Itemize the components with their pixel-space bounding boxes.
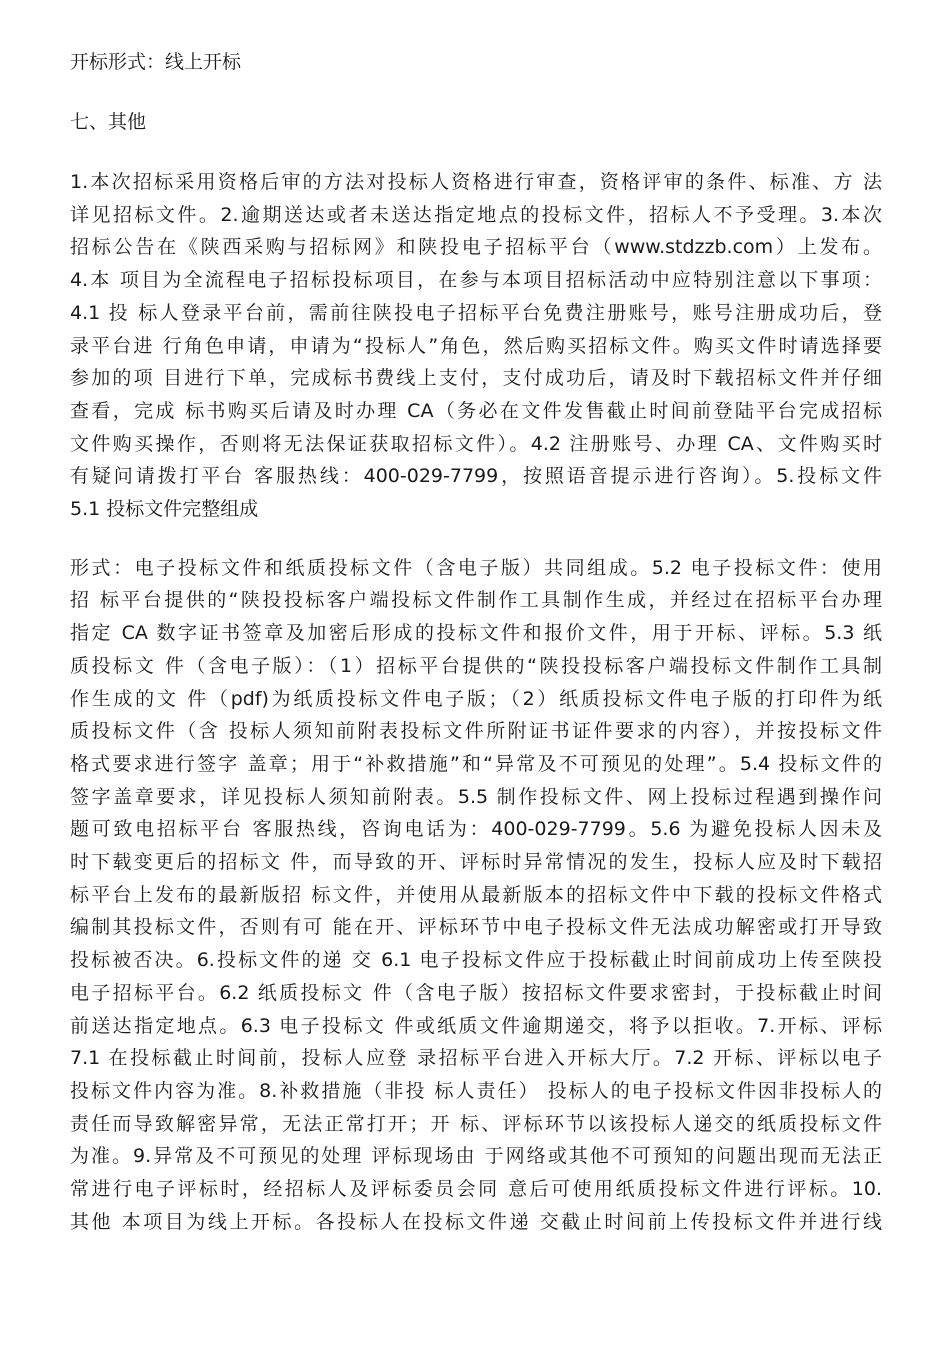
text-line: 查看，完成 标书购买后请及时办理 CA（务必在文件发售截止时间前登陆平台完成招标 xyxy=(70,399,882,422)
text-line: 投标被否决。6.投标文件的递 交 6.1 电子投标文件应于投标截止时间前成功上传至陕投 xyxy=(70,949,882,972)
text-line: 1.本次招标采用资格后审的方法对投标人资格进行审查，资格评审的条件、标准、方 法 xyxy=(70,171,882,193)
section-title: 七、其他 xyxy=(70,111,147,133)
text-line: 录平台进 行角色申请，申请为“投标人”角色，然后购买招标文件。购买文件时请选择要 xyxy=(70,334,882,357)
text-line: 4.1 投 标人登录平台前，需前往陕投电子招标平台免费注册账号，账号注册成功后，登 xyxy=(70,301,882,324)
text-line: 文件购买操作，否则将无法保证获取招标文件）。4.2 注册账号、办理 CA、文件购买时 xyxy=(70,432,882,455)
paragraph-other-terms-1 xyxy=(70,166,882,526)
text-line: 招 标平台提供的“陕投投标客户端投标文件制作工具制作生成，并经过在招标平台办理 xyxy=(70,589,882,612)
text-line: 作生成的文 件（pdf)为纸质投标文件电子版；（2）纸质投标文件电子版的打印件为纸 xyxy=(70,687,882,710)
text-line: 招标公告在《陕西采购与招标网》和陕投电子招标平台（www.stdzzb.com）上发布。 xyxy=(70,236,882,259)
text-line: 投标文件内容为准。8.补救措施（非投 标人责任） 投标人的电子投标文件因非投标人的 xyxy=(70,1079,882,1102)
text-line: 参加的项 目进行下单，完成标书费线上支付，支付成功后，请及时下载招标文件并仔细 xyxy=(70,367,882,390)
text-line: 常进行电子评标时，经招标人及评标委员会同 意后可使用纸质投标文件进行评标。10. xyxy=(70,1178,882,1201)
text-line: 标平台上发布的最新版招 标文件，并使用从最新版本的招标文件中下载的投标文件格式 xyxy=(70,883,882,906)
text-line: 编制其投标文件，否则有可 能在开、评标环节中电子投标文件无法成功解密或打开导致 xyxy=(70,916,882,939)
text-line: 责任而导致解密异常，无法正常打开；开 标、评标环节以该投标人递交的纸质投标文件 xyxy=(70,1112,882,1135)
opening-method-line: 开标形式：线上开标 xyxy=(70,51,242,73)
text-line: 5.1 投标文件完整组成 xyxy=(70,498,259,521)
text-line: 质投标文件（含 投标人须知前附表投标文件所附证书证件要求的内容），并按投标文件 xyxy=(70,720,882,743)
text-line: 为准。9.异常及不可预见的处理 评标现场由 于网络或其他不可预知的问题出现而无法正 xyxy=(70,1145,882,1168)
text-line: 7.1 在投标截止时间前，投标人应登 录招标平台进入开标大厅。7.2 开标、评标以电子 xyxy=(70,1047,882,1070)
text-line: 格式要求进行签字 盖章；用于“补救措施”和“异常及不可预见的处理”。5.4 投标文件的 xyxy=(70,752,882,775)
text-line: 指定 CA 数字证书签章及加密后形成的投标文件和报价文件，用于开标、评标。5.3 纸 xyxy=(70,622,882,645)
text-line: 有疑问请拨打平台 客服热线：400-029-7799，按照语音提示进行咨询）。5.投标文件 xyxy=(70,465,882,488)
text-line: 电子招标平台。6.2 纸质投标文 件（含电子版）按招标文件要求密封，于投标截止时间 xyxy=(70,981,882,1004)
text-line: 详见招标文件。2.逾期送达或者未送达指定地点的投标文件，招标人不予受理。3.本次 xyxy=(70,203,882,226)
text-line: 质投标文 件（含电子版）：（1）招标平台提供的“陕投投标客户端投标文件制作工具制 xyxy=(70,654,882,677)
text-line: 时下载变更后的招标文 件，而导致的开、评标时异常情况的发生，投标人应及时下载招 xyxy=(70,851,882,874)
paragraph-other-terms-2 xyxy=(70,552,882,1239)
text-line: 形式：电子投标文件和纸质投标文件（含电子版）共同组成。5.2 电子投标文件：使用 xyxy=(70,556,882,579)
text-line: 题可致电招标平台 客服热线，咨询电话为：400-029-7799。5.6 为避免投标人因未及 xyxy=(70,818,882,841)
text-line: 前送达指定地点。6.3 电子投标文 件或纸质文件逾期递交，将予以拒收。7.开标、评标 xyxy=(70,1014,882,1037)
text-line: 4.本 项目为全流程电子招标投标项目，在参与本项目招标活动中应特别注意以下事项： xyxy=(70,269,882,292)
text-line: 签字盖章要求，详见投标人须知前附表。5.5 制作投标文件、网上投标过程遇到操作问 xyxy=(70,785,882,808)
text-line: 其他 本项目为线上开标。各投标人在投标文件递 交截止时间前上传投标文件并进行线 xyxy=(70,1210,882,1233)
